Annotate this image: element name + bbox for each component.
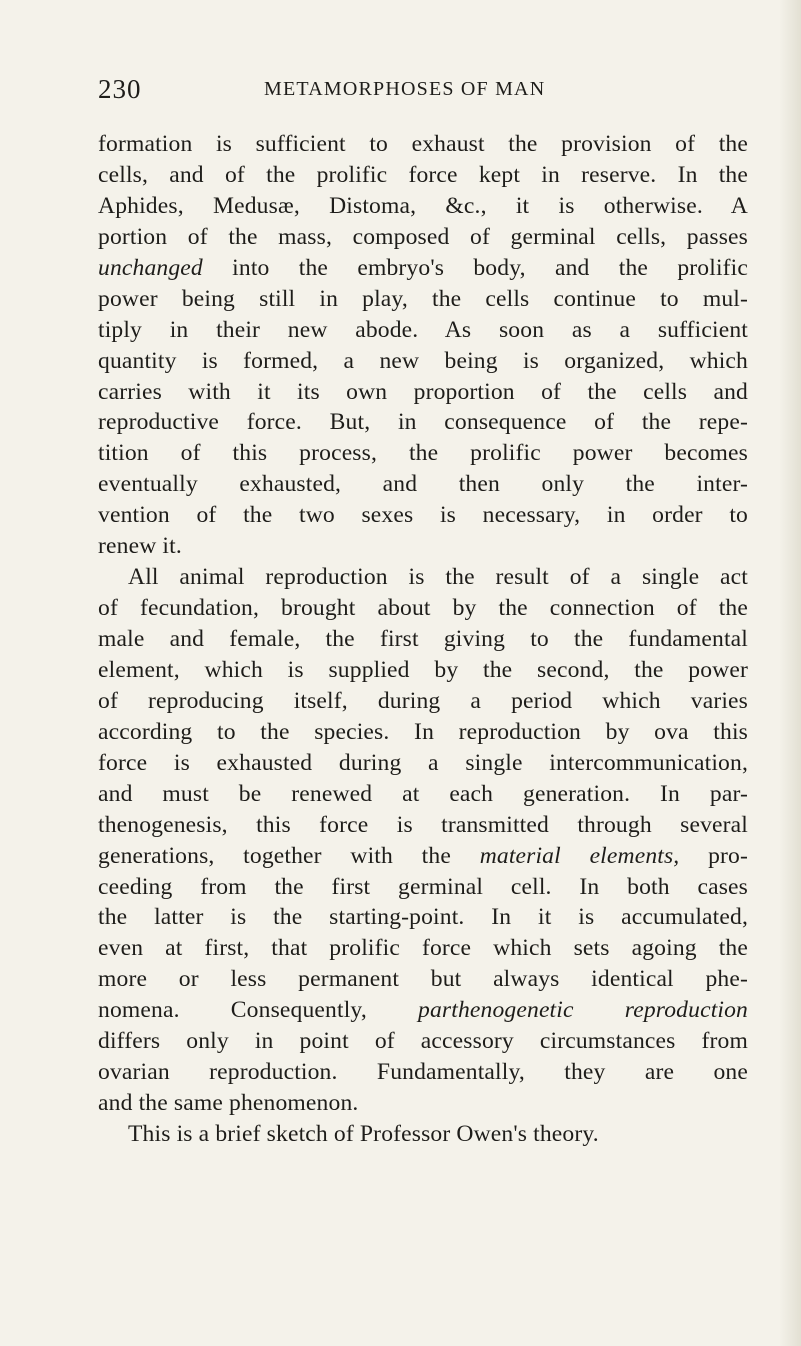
- text-line: element, which is supplied by the second, the power: [98, 656, 748, 683]
- text-line: ceeding from the first germinal cell. In both cases: [98, 873, 748, 900]
- text-line: even at first, that prolific force which sets agoing the: [98, 935, 748, 962]
- text-line: power being still in play, the cells continue to mul-: [98, 285, 748, 312]
- italic-term: material elements,: [479, 842, 680, 869]
- text-line: and the same phenomenon.: [98, 1090, 359, 1117]
- text-line: carries with it its own proportion of the cells and: [98, 378, 748, 405]
- text-line: force is exhausted during a single intercommunication,: [98, 749, 748, 776]
- text-line: [98, 253, 748, 284]
- page-number: 230: [98, 74, 142, 104]
- text-line: [98, 841, 748, 872]
- running-head: METAMORPHOSES OF MAN: [264, 78, 546, 100]
- body-text: [98, 129, 748, 1150]
- text-span: into the embryo's body, and the prolific: [202, 254, 748, 281]
- text-line: tiply in their new abode. As soon as a sufficient: [98, 316, 748, 343]
- paragraph-1: [98, 129, 748, 562]
- text-line: and must be renewed at each generation. In par-: [98, 780, 748, 807]
- text-line: renew it.: [98, 533, 182, 560]
- text-line: according to the species. In reproduction by ova this: [98, 718, 748, 745]
- page-header: [98, 74, 738, 108]
- text-span: generations, together with the: [98, 842, 480, 869]
- text-line: male and female, the first giving to the fundamental: [98, 626, 748, 652]
- text-line: All animal reproduction is the result of a single act: [128, 564, 748, 591]
- text-line: [98, 995, 748, 1026]
- italic-term: parthenogenetic reproduction: [418, 997, 748, 1024]
- text-line: eventually exhausted, and then only the inter-: [98, 471, 748, 498]
- text-line: vention of the two sexes is necessary, in order to: [98, 502, 748, 529]
- text-span: nomena. Consequently,: [98, 997, 419, 1024]
- text-line: of fecundation, brought about by the connection of the: [98, 595, 748, 622]
- text-line: tition of this process, the prolific power becomes: [98, 440, 748, 467]
- text-line: cells, and of the prolific force kept in reserve. In the: [98, 161, 748, 188]
- page-edge-shading: [779, 0, 801, 1346]
- paragraph-2: [98, 562, 748, 1119]
- text-line: quantity is formed, a new being is organized, which: [98, 347, 748, 374]
- text-line: ovarian reproduction. Fundamentally, they are one: [98, 1059, 748, 1086]
- text-line: more or less permanent but always identical phe-: [98, 966, 748, 993]
- text-span: pro-: [679, 842, 748, 869]
- text-line: portion of the mass, composed of germinal cells, passes: [98, 223, 748, 250]
- text-line: reproductive force. But, in consequence of the repe-: [98, 409, 748, 436]
- text-line: differs only in point of accessory circumstances from: [98, 1028, 748, 1055]
- text-line: thenogenesis, this force is transmitted through several: [98, 811, 748, 838]
- text-line: formation is sufficient to exhaust the provision of the: [98, 131, 748, 157]
- text-line: of reproducing itself, during a period which varies: [98, 687, 748, 714]
- italic-term: unchanged: [98, 254, 203, 281]
- text-line: This is a brief sketch of Professor Owen's theory.: [128, 1121, 599, 1147]
- paragraph-3: [98, 1119, 748, 1150]
- text-line: the latter is the starting-point. In it is accumulated,: [98, 904, 748, 931]
- text-line: Aphides, Medusæ, Distoma, &c., it is otherwise. A: [98, 192, 748, 219]
